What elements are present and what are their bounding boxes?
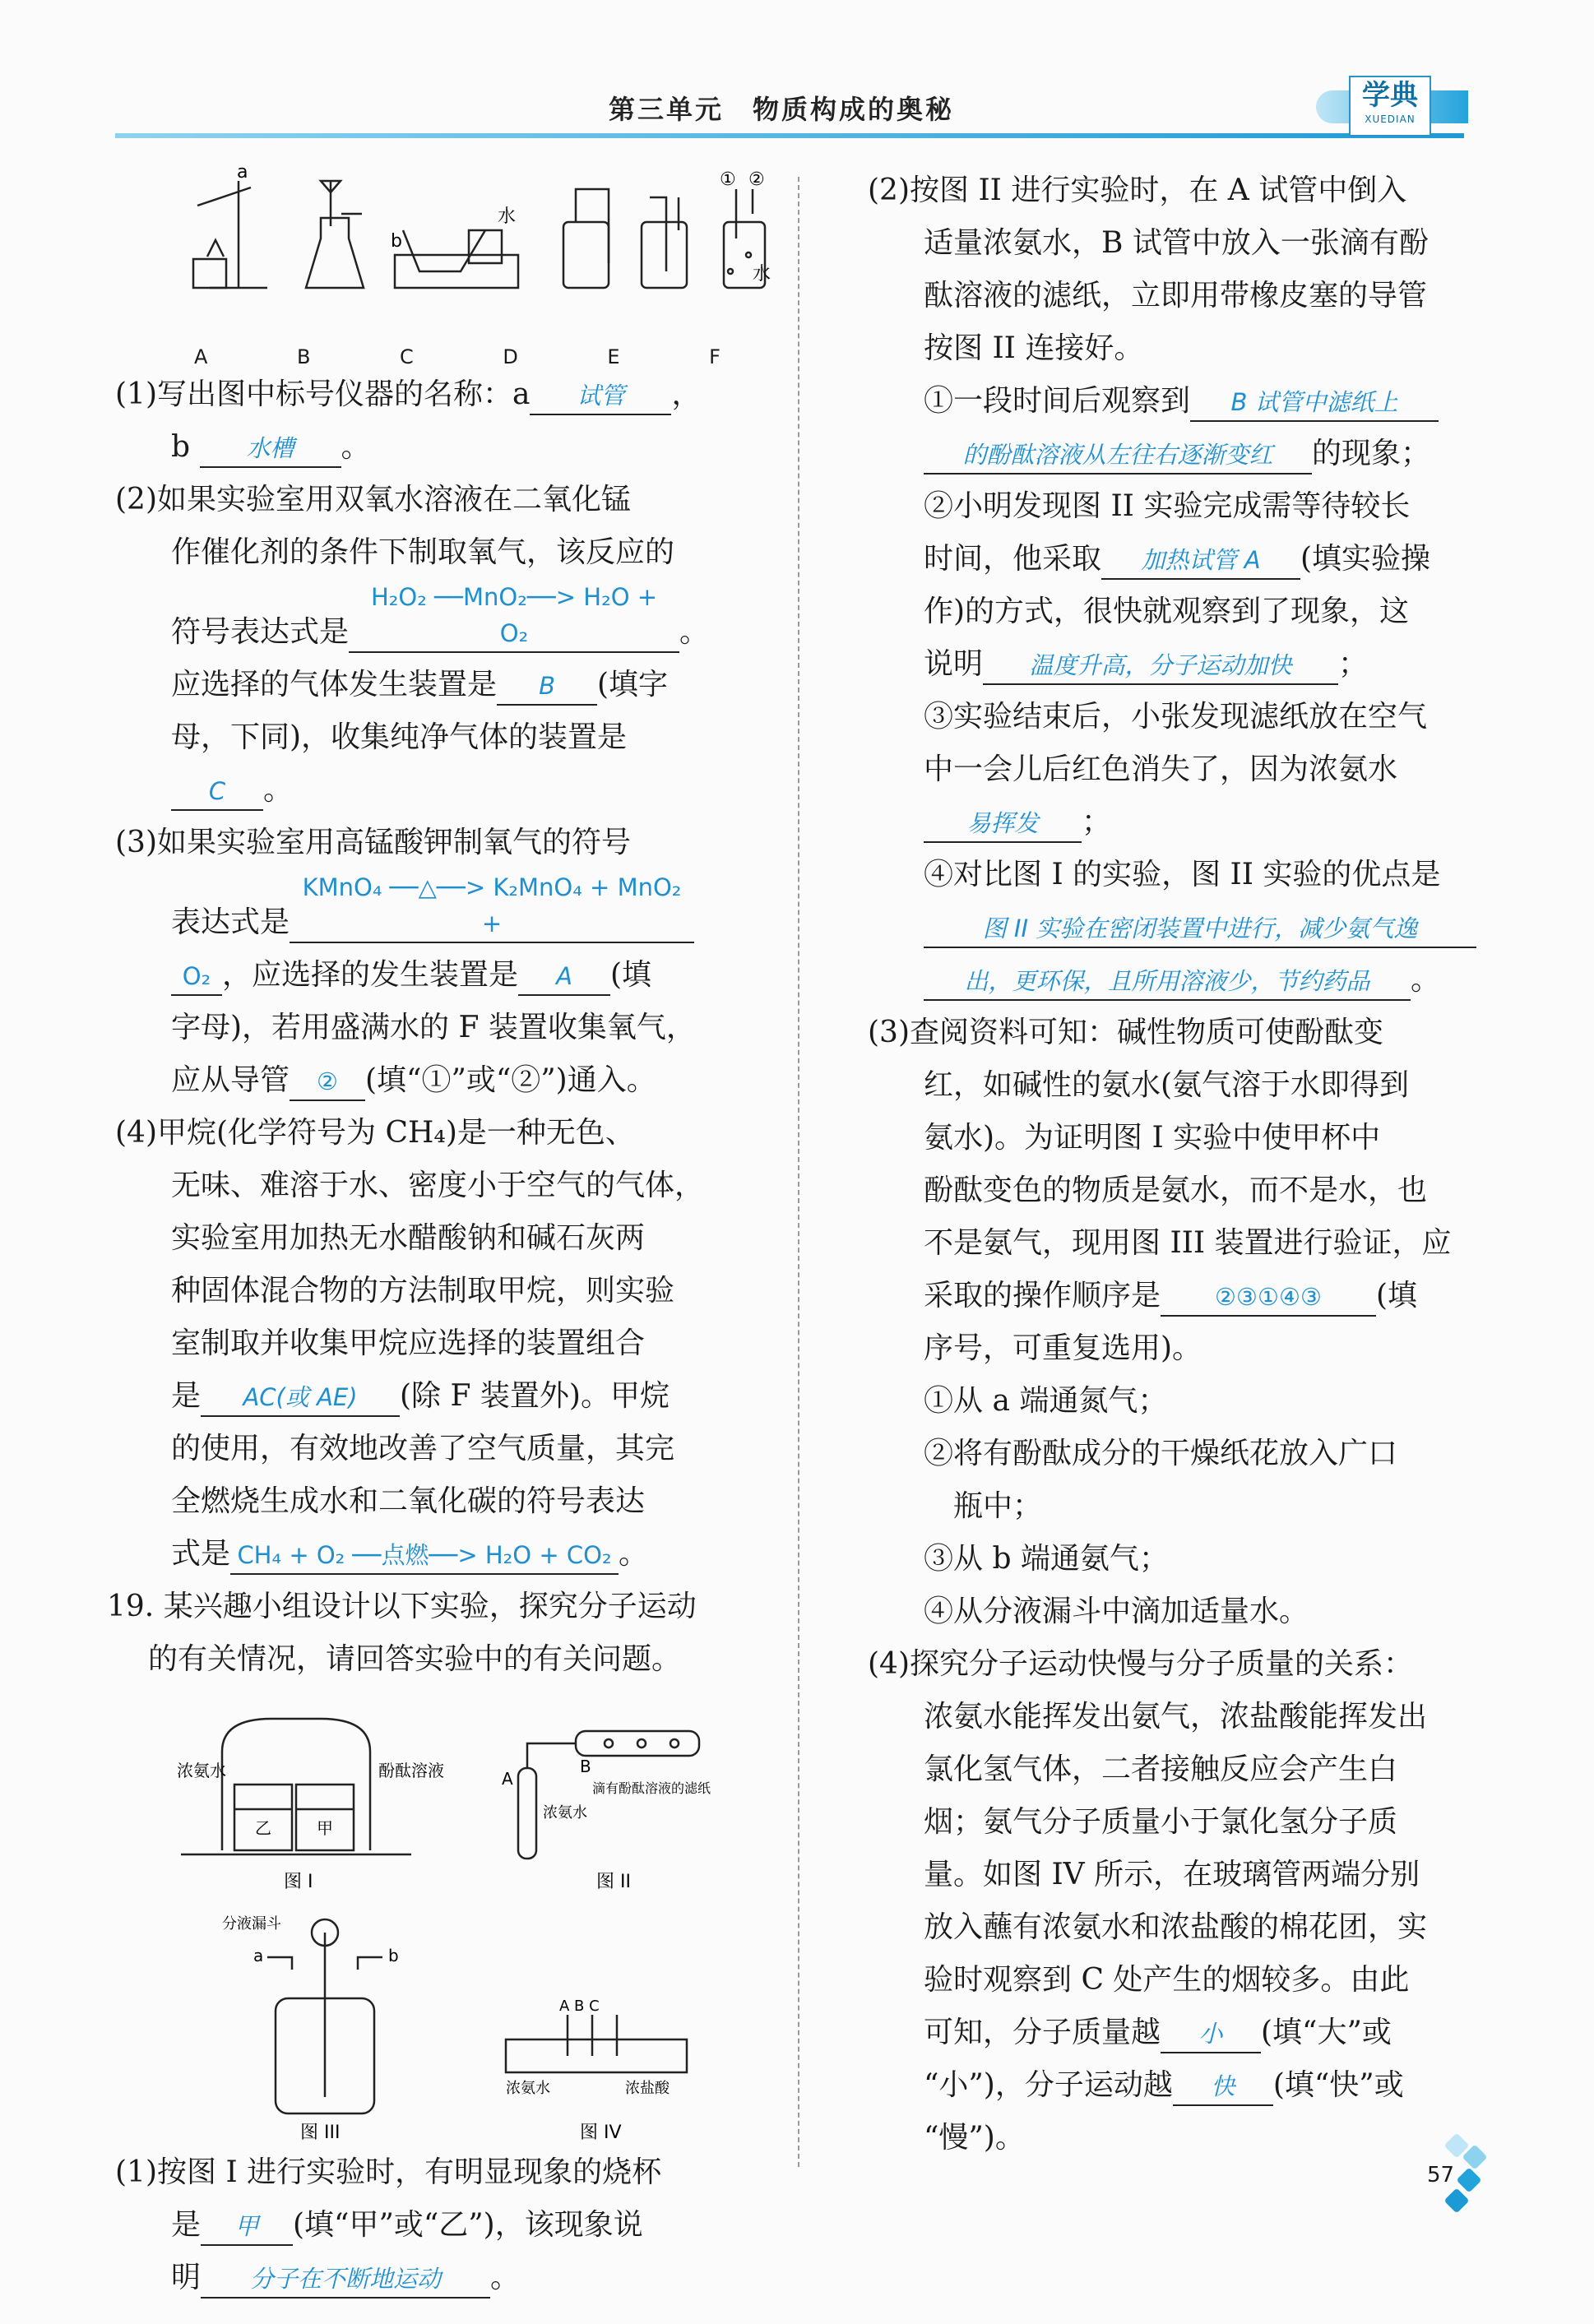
answer-collector-1[interactable]: C (171, 773, 263, 811)
q19-stem: 19. 某兴趣小组设计以下实验，探究分子运动 (107, 1590, 697, 1623)
label-water-c: 水 (498, 206, 517, 227)
answer-volatile[interactable]: 易挥发 (924, 805, 1082, 843)
figure-captions (194, 345, 721, 368)
fig1-label-ammonia: 浓氨水 (177, 1761, 226, 1780)
answer-equation-ch4[interactable]: CH₄ + O₂ ──点燃──> H₂O + CO₂ (230, 1537, 619, 1575)
cap-B: B (296, 345, 311, 368)
fig1-beaker-jia: 甲 (317, 1818, 333, 1838)
q19-part4: (4)探究分子运动快慢与分子质量的关系： (868, 1647, 1413, 1681)
decor-hex-icon (1443, 2187, 1469, 2213)
fig4-label-abc: A B C (559, 1998, 600, 2015)
answer-operation[interactable]: 加热试管 A (1101, 542, 1300, 580)
label-water-f: 水 (753, 264, 772, 285)
page-number: 57 (1427, 2163, 1455, 2187)
fig4-label-ammonia: 浓氨水 (506, 2080, 550, 2097)
cap-D: D (503, 345, 518, 368)
fig3-caption: 图 III (300, 2123, 341, 2143)
fig4-label-hcl: 浓盐酸 (625, 2080, 670, 2097)
answer-beaker[interactable]: 甲 (201, 2208, 293, 2246)
answer-generator-2[interactable]: A (518, 958, 610, 996)
cap-A: A (194, 345, 208, 368)
column-divider (798, 177, 799, 2167)
q18-part1: (1)写出图中标号仪器的名称：a 试管 ， (115, 368, 773, 421)
logo-english: XUEDIAN (1365, 113, 1416, 125)
answer-equation-kmno4[interactable]: KMnO₄ ──△──> K₂MnO₄ + MnO₂ + (290, 869, 694, 943)
fig3-label-a: a (253, 1946, 264, 1965)
apparatus-figure (115, 164, 773, 345)
answer-advantage-2[interactable]: 出，更环保，且所用溶液少，节约药品 (924, 963, 1411, 1001)
fig1-label-phenol: 酚酞溶液 (378, 1761, 444, 1780)
q19-part3: (3)查阅资料可知：碱性物质可使酚酞变 (868, 1016, 1383, 1049)
q18-part1-b: b 水槽 。 (115, 421, 773, 474)
fig2-label-paper: 滴有酚酞溶液的滤纸 (592, 1780, 711, 1796)
fig2-label-tube: 浓氨水 (543, 1804, 587, 1822)
fig2-caption: 图 II (596, 1872, 631, 1892)
publisher-logo (1316, 76, 1468, 133)
fig1-beaker-yi: 乙 (255, 1818, 271, 1838)
cap-E: E (607, 345, 620, 368)
q18-part2: (2)如果实验室用双氧水溶液在二氧化锰 (115, 483, 631, 516)
right-column: (2)按图 II 进行实验时，在 A 试管中倒入 适量浓氨水，B 试管中放入一张滴有酚 酞溶液的滤纸，立即用带橡皮塞的导管 按图 II 连接好。 ①一段时间后观察到 B 试管中滤纸上 的酚酞溶液从左往右逐渐变红 的现象； ②小明发现图 II 实验完成需等待较长 时间，他采取 加热试管 A (填实验操 作)的方式，很快就观察到了现象，这 说明 温度升高，分子运动加快 ； ③实验结束后，小张发现滤纸放在空气 中一会儿后红色消失了，因为浓氨水 易挥发 ； ④对比图 I 的实验，图 II 实验的优点是 图 II 实验在密闭装置中进行，减少氨气逸 出，更环保，且所用溶液少，节约药品 。 (3)查阅资料可知：碱性物质可使酚酞变 红，如碱性的氨水(氨气溶于水即得到 氨水)。为证明图 I 实验中使甲杯中 酚酞变色的物质是氨水，而不是水，也 不是氨气，现用图 III 装置进行验证，应 采取的操作顺序是 ②③①④③ (填 序号，可重复选用)。 ①从 a 端通氮气； ②将有酚酞成分的干燥纸花放入广口 瓶中； ③从 b 端通氨气； ④从分液漏斗中滴加适量水。 (4)探究分子运动快慢与分子质量的关系： 浓氨水能挥发出氨气，浓盐酸能挥发出 氯化氢气体，二者接触反应会产生白 烟；氨气分子质量小于氯化氢分子质 量。如图 IV 所示，在玻璃管两端分别 放入蘸有浓氨水和浓盐酸的棉花团，实 验时观察到 C 处产生的烟较多。由此 可知，分子质量越 小 (填“大”或 “小”)，分子运动越 快 (填“快”或 “慢”)。 (868, 164, 1486, 2164)
q19-part2: (2)按图 II 进行实验时，在 A 试管中倒入 (868, 174, 1407, 207)
fig3-label-b: b (388, 1946, 399, 1965)
answer-mass[interactable]: 小 (1161, 2016, 1261, 2053)
answer-equation-kmno4-end[interactable]: O₂ (171, 958, 222, 996)
answer-observation-2[interactable]: 的酚酞溶液从左往右逐渐变红 (924, 437, 1312, 475)
decor-hex-icon (1456, 2167, 1481, 2192)
experiment-figures (132, 1686, 757, 2146)
q19-part1: (1)按图 I 进行实验时，有明显现象的烧杯 (115, 2155, 662, 2189)
left-column: a b 水 ① ② 水 A B C D E F (1)写出图中标号仪器的名称：a 试管 ， b 水槽 。 (2)如果实验室用双氧水溶液在二氧化锰 作催化剂的条件下制取氧气，该反应的 符号表达式是H₂O₂ ──MnO₂──> H₂O + O₂ 。 应选择的气体发生装置是 B (填字 母，下同)，收集纯净气体的装置是 C 。 (3)如果实验室用高锰酸钾制氧气的符号 表达式是KMnO₄ ──△──> K₂MnO₄ + MnO₂ + O₂ ，应选择的发生装置是 A (填 字母)，若用盛满水的 F 装置收集氧气， 应从导管 ② (填“①”或“②”)通入。 (4)甲烷(化学符号为 CH₄)是一种无色、 无味、难溶于水、密度小于空气的气体， 实验室用加热无水醋酸钠和碱石灰两 种固体混合物的方法制取甲烷，则实验 室制取并收集甲烷应选择的装置组合 是 AC(或 AE) (除 F 装置外)。甲烷 的使用，有效地改善了空气质量，其完 全燃烧生成水和二氧化碳的符号表达 式是 CH₄ + O₂ ──点燃──> H₂O + CO₂ 。 19. 某兴趣小组设计以下实验，探究分子运动 的有关情况，请回答实验中的有关问题。 浓氨水 酚酞溶液 乙 甲 图 I A B 浓氨水 滴有酚酞溶液的滤纸 图 II 分液漏斗 a b 图 III A B C 浓氨水 浓盐酸 图 IV (1)按图 I 进行实验时，有明显现象的烧杯 是 甲 (填“甲”或“乙”)，该现象说 明 分子在不断地运动 。 (115, 164, 773, 2304)
fig2-label-B: B (580, 1757, 591, 1776)
answer-generator-1[interactable]: B (497, 668, 597, 706)
answer-tube[interactable]: ② (290, 1063, 365, 1101)
q18-part4: (4)甲烷(化学符号为 CH₄)是一种无色、 (115, 1116, 635, 1150)
label-tube-1: ① (720, 169, 736, 190)
cap-C: C (400, 345, 414, 368)
fig3-label-funnel: 分液漏斗 (222, 1915, 281, 1933)
fig1-caption: 图 I (284, 1872, 313, 1892)
answer-advantage-1[interactable]: 图 II 实验在密闭装置中进行，减少氨气逸 (924, 910, 1476, 948)
label-tube-2: ② (748, 169, 765, 190)
label-b: b (391, 231, 402, 252)
answer-temperature[interactable]: 温度升高，分子运动加快 (983, 647, 1338, 685)
header-rule (115, 133, 1464, 138)
answer-equation-h2o2[interactable]: H₂O₂ ──MnO₂──> H₂O + O₂ (349, 579, 679, 653)
answer-a[interactable]: 试管 (530, 377, 671, 415)
answer-explanation[interactable]: 分子在不断地运动 (201, 2261, 490, 2299)
answer-order[interactable]: ②③①④③ (1161, 1279, 1376, 1317)
answer-b[interactable]: 水槽 (200, 430, 341, 468)
cap-F: F (709, 345, 721, 368)
unit-title: 第三单元 物质构成的奥秘 (609, 94, 955, 125)
answer-speed[interactable]: 快 (1173, 2068, 1273, 2106)
answer-device-combo[interactable]: AC(或 AE) (201, 1379, 400, 1417)
logo-chinese: 学典 (1362, 79, 1418, 112)
label-a: a (237, 164, 248, 183)
fig2-label-A: A (502, 1769, 513, 1789)
fig4-caption: 图 IV (580, 2123, 622, 2143)
q18-part3: (3)如果实验室用高锰酸钾制氧气的符号 (115, 826, 631, 859)
answer-observation-1[interactable]: B 试管中滤纸上 (1190, 384, 1439, 422)
